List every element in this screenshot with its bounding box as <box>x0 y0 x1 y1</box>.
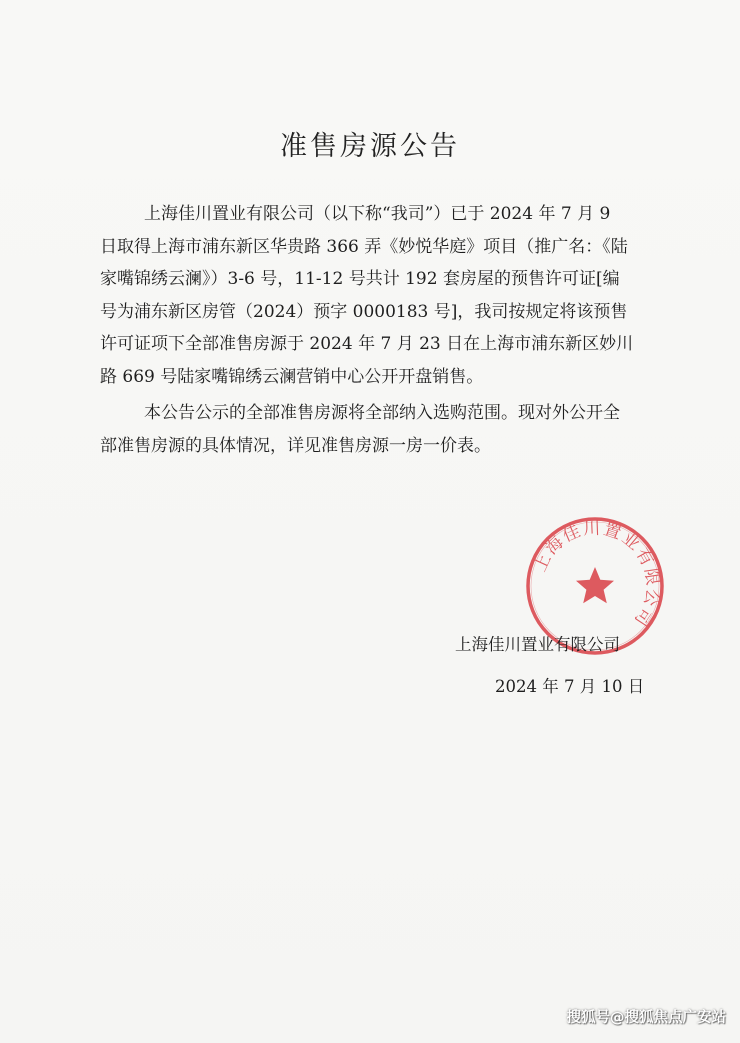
text-line: 许可证项下全部准售房源于 2024 年 7 月 23 日在上海市浦东新区妙川 <box>100 334 634 354</box>
seal-text: 上海佳川置业有限公司 <box>530 518 663 631</box>
text-line: 上海佳川置业有限公司（以下称“我司”）已于 2024 年 7 月 9 <box>144 204 611 224</box>
text-line: 号为浦东新区房管（2024）预字 0000183 号]，我司按规定将该预售 <box>100 301 628 322</box>
text-line: 本公告公示的全部准售房源将全部纳入选购范围。现对外公开全 <box>144 403 620 423</box>
paragraph-scope <box>100 397 648 462</box>
text-line: 日取得上海市浦东新区华贵路 366 弄《妙悦华庭》项目（推广名：《陆 <box>100 236 628 257</box>
paragraph-announcement <box>100 198 648 393</box>
signature-company: 上海佳川置业有限公司 <box>455 635 620 654</box>
text-line: 部准售房源的具体情况，详见准售房源一房一价表。 <box>100 435 491 456</box>
watermark-text: 搜狐号@搜狐焦点广安站 <box>566 1010 726 1026</box>
text-line: 路 669 号陆家嘴锦绣云澜营销中心公开开盘销售。 <box>100 366 484 387</box>
document-title: 准售房源公告 <box>280 131 460 162</box>
seal-star-icon <box>576 567 614 603</box>
signature-date: 2024 年 7 月 10 日 <box>495 677 645 696</box>
text-line: 家嘴锦绣云澜》）3-6 号，11-12 号共计 192 套房屋的预售许可证[编 <box>100 269 620 289</box>
document-body <box>100 198 648 462</box>
